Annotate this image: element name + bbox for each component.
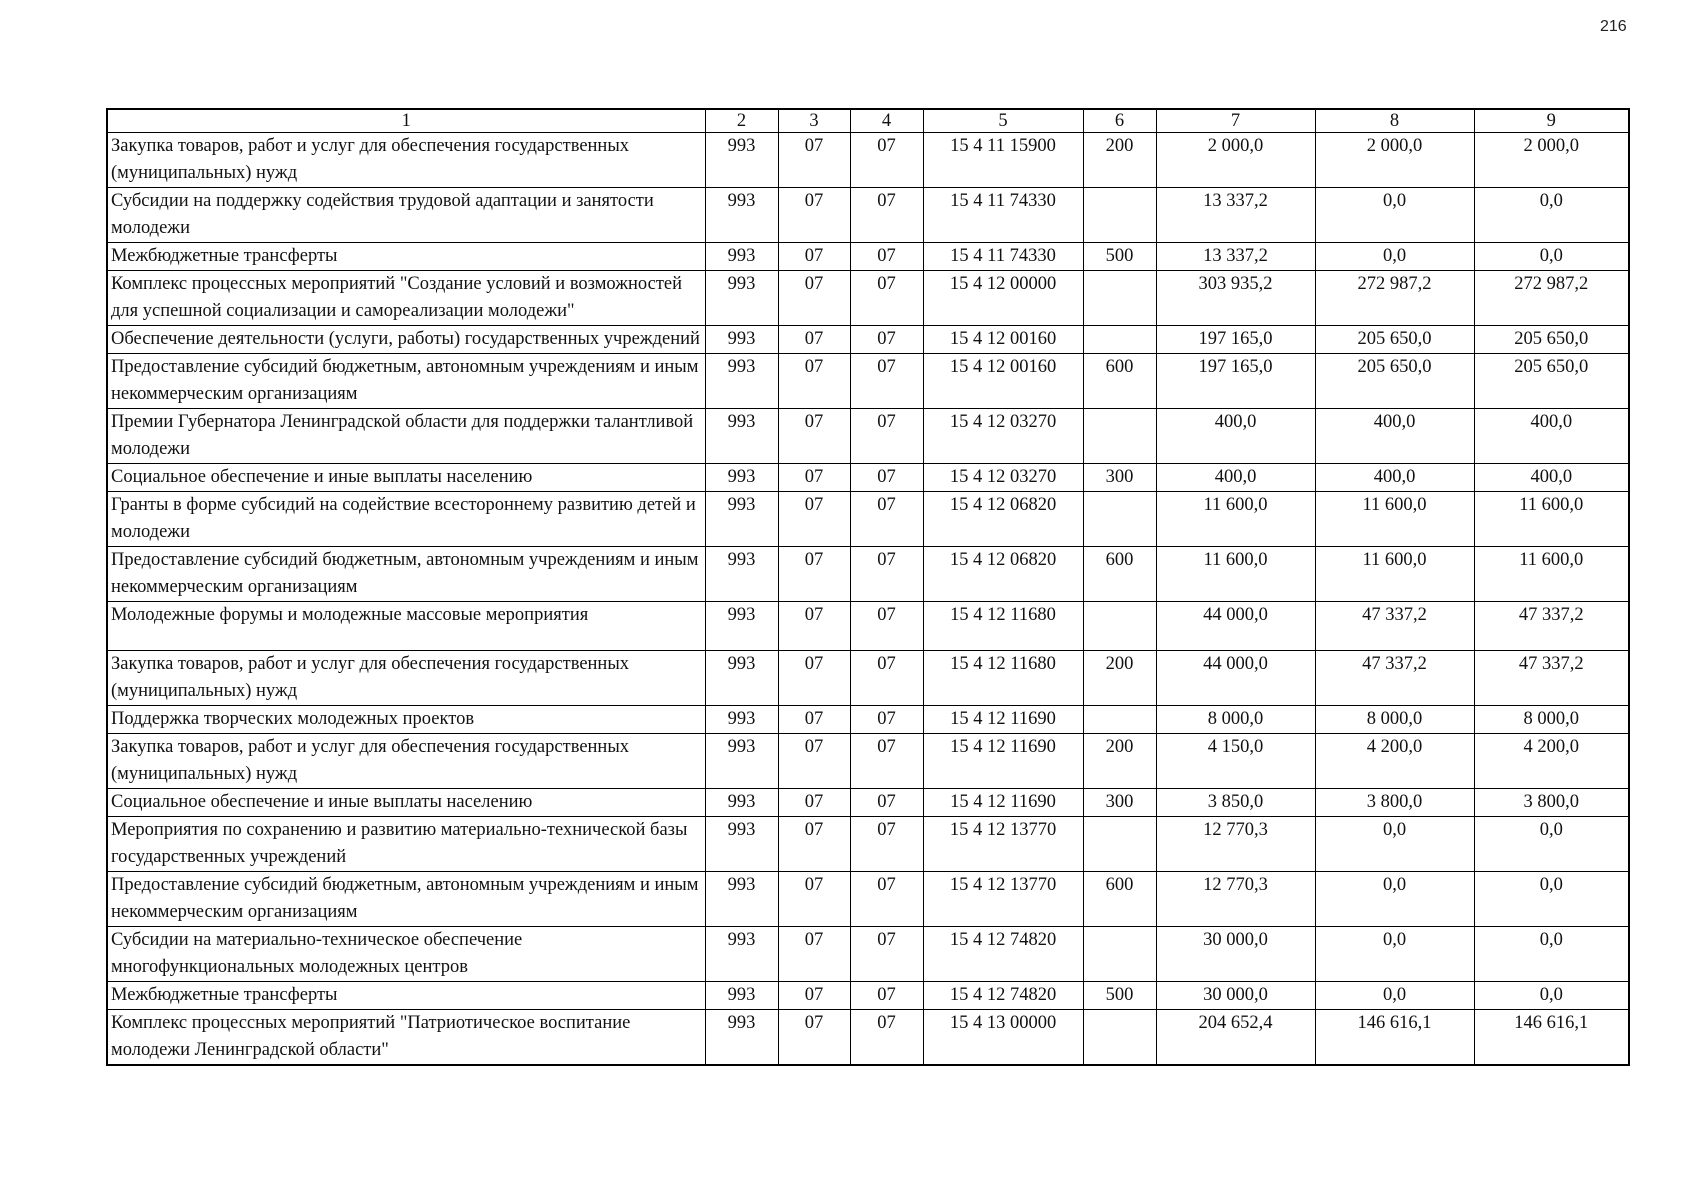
- row-amount-2-cell: 400,0: [1315, 409, 1474, 464]
- row-subsection-cell: 07: [850, 409, 923, 464]
- row-target-article-cell: 15 4 12 74820: [923, 927, 1083, 982]
- row-amount-2-cell: 0,0: [1315, 188, 1474, 243]
- row-grbs-cell: 993: [705, 547, 778, 602]
- row-grbs-cell: 993: [705, 734, 778, 789]
- row-amount-3-cell: 11 600,0: [1474, 492, 1629, 547]
- row-target-article-cell: 15 4 12 03270: [923, 464, 1083, 492]
- table-row: [107, 734, 1629, 789]
- table-row: [107, 354, 1629, 409]
- row-name-cell: Поддержка творческих молодежных проектов: [107, 706, 705, 734]
- row-amount-2-cell: 272 987,2: [1315, 271, 1474, 326]
- row-subsection-cell: 07: [850, 326, 923, 354]
- row-grbs-cell: 993: [705, 982, 778, 1010]
- row-amount-1-cell: 44 000,0: [1156, 651, 1315, 706]
- table-row: [107, 982, 1629, 1010]
- row-name-cell: Социальное обеспечение и иные выплаты населению: [107, 789, 705, 817]
- row-amount-2-cell: 47 337,2: [1315, 651, 1474, 706]
- row-subsection-cell: 07: [850, 706, 923, 734]
- row-grbs-cell: 993: [705, 243, 778, 271]
- row-target-article-cell: 15 4 12 11690: [923, 734, 1083, 789]
- row-amount-2-cell: 0,0: [1315, 872, 1474, 927]
- row-grbs-cell: 993: [705, 354, 778, 409]
- row-section-cell: 07: [778, 927, 850, 982]
- row-grbs-cell: 993: [705, 651, 778, 706]
- row-amount-3-cell: 4 200,0: [1474, 734, 1629, 789]
- row-amount-1-cell: 8 000,0: [1156, 706, 1315, 734]
- header-cell: 2: [705, 109, 778, 133]
- page-number: 216: [1600, 18, 1627, 35]
- table-row: [107, 464, 1629, 492]
- row-target-article-cell: 15 4 12 11680: [923, 602, 1083, 651]
- row-amount-3-cell: 272 987,2: [1474, 271, 1629, 326]
- table-row: [107, 271, 1629, 326]
- row-name-cell: Комплекс процессных мероприятий "Патриотическое воспитание молодежи Ленинградской области": [107, 1010, 705, 1066]
- row-expense-type-cell: [1083, 188, 1156, 243]
- row-expense-type-cell: 200: [1083, 734, 1156, 789]
- row-amount-3-cell: 0,0: [1474, 927, 1629, 982]
- row-section-cell: 07: [778, 492, 850, 547]
- table-row: [107, 872, 1629, 927]
- header-cell: 7: [1156, 109, 1315, 133]
- row-amount-3-cell: 11 600,0: [1474, 547, 1629, 602]
- row-amount-1-cell: 400,0: [1156, 464, 1315, 492]
- row-subsection-cell: 07: [850, 789, 923, 817]
- row-amount-2-cell: 2 000,0: [1315, 133, 1474, 188]
- row-name-cell: Межбюджетные трансферты: [107, 243, 705, 271]
- row-amount-2-cell: 0,0: [1315, 243, 1474, 271]
- row-name-cell: Субсидии на поддержку содействия трудовой адаптации и занятости молодежи: [107, 188, 705, 243]
- row-amount-3-cell: 146 616,1: [1474, 1010, 1629, 1066]
- row-amount-3-cell: 47 337,2: [1474, 602, 1629, 651]
- row-expense-type-cell: 600: [1083, 354, 1156, 409]
- row-subsection-cell: 07: [850, 188, 923, 243]
- row-amount-2-cell: 3 800,0: [1315, 789, 1474, 817]
- row-name-cell: Премии Губернатора Ленинградской области для поддержки талантливой молодежи: [107, 409, 705, 464]
- row-section-cell: 07: [778, 789, 850, 817]
- row-amount-1-cell: 11 600,0: [1156, 492, 1315, 547]
- row-expense-type-cell: 600: [1083, 547, 1156, 602]
- row-amount-1-cell: 3 850,0: [1156, 789, 1315, 817]
- row-expense-type-cell: [1083, 927, 1156, 982]
- row-amount-3-cell: 400,0: [1474, 409, 1629, 464]
- row-grbs-cell: 993: [705, 927, 778, 982]
- row-target-article-cell: 15 4 12 74820: [923, 982, 1083, 1010]
- row-amount-2-cell: 0,0: [1315, 982, 1474, 1010]
- row-amount-1-cell: 30 000,0: [1156, 927, 1315, 982]
- row-name-cell: Предоставление субсидий бюджетным, автономным учреждениям и иным некоммерческим организациям: [107, 872, 705, 927]
- row-expense-type-cell: [1083, 409, 1156, 464]
- row-subsection-cell: 07: [850, 982, 923, 1010]
- row-grbs-cell: 993: [705, 817, 778, 872]
- row-name-cell: Обеспечение деятельности (услуги, работы) государственных учреждений: [107, 326, 705, 354]
- row-section-cell: 07: [778, 602, 850, 651]
- row-amount-3-cell: 3 800,0: [1474, 789, 1629, 817]
- row-target-article-cell: 15 4 12 13770: [923, 817, 1083, 872]
- row-target-article-cell: 15 4 12 03270: [923, 409, 1083, 464]
- row-subsection-cell: 07: [850, 872, 923, 927]
- row-subsection-cell: 07: [850, 243, 923, 271]
- row-name-cell: Комплекс процессных мероприятий "Создание условий и возможностей для успешной социализации и самореализации молодежи": [107, 271, 705, 326]
- row-amount-1-cell: 400,0: [1156, 409, 1315, 464]
- header-cell: 8: [1315, 109, 1474, 133]
- row-grbs-cell: 993: [705, 872, 778, 927]
- row-expense-type-cell: 200: [1083, 133, 1156, 188]
- row-amount-3-cell: 47 337,2: [1474, 651, 1629, 706]
- row-section-cell: 07: [778, 243, 850, 271]
- row-amount-1-cell: 13 337,2: [1156, 243, 1315, 271]
- row-section-cell: 07: [778, 188, 850, 243]
- row-amount-2-cell: 4 200,0: [1315, 734, 1474, 789]
- table-row: [107, 409, 1629, 464]
- row-grbs-cell: 993: [705, 271, 778, 326]
- row-target-article-cell: 15 4 12 00160: [923, 326, 1083, 354]
- row-amount-2-cell: 400,0: [1315, 464, 1474, 492]
- budget-table: [106, 108, 1630, 1066]
- row-target-article-cell: 15 4 12 06820: [923, 547, 1083, 602]
- row-expense-type-cell: [1083, 271, 1156, 326]
- row-target-article-cell: 15 4 11 74330: [923, 188, 1083, 243]
- row-expense-type-cell: 200: [1083, 651, 1156, 706]
- row-section-cell: 07: [778, 982, 850, 1010]
- row-target-article-cell: 15 4 12 11680: [923, 651, 1083, 706]
- row-amount-2-cell: 8 000,0: [1315, 706, 1474, 734]
- table-row: [107, 188, 1629, 243]
- row-expense-type-cell: 300: [1083, 464, 1156, 492]
- row-name-cell: Закупка товаров, работ и услуг для обеспечения государственных (муниципальных) нужд: [107, 651, 705, 706]
- row-amount-1-cell: 12 770,3: [1156, 817, 1315, 872]
- row-name-cell: Закупка товаров, работ и услуг для обеспечения государственных (муниципальных) нужд: [107, 133, 705, 188]
- row-amount-3-cell: 205 650,0: [1474, 326, 1629, 354]
- row-target-article-cell: 15 4 13 00000: [923, 1010, 1083, 1066]
- row-grbs-cell: 993: [705, 1010, 778, 1066]
- row-amount-2-cell: 146 616,1: [1315, 1010, 1474, 1066]
- row-target-article-cell: 15 4 12 13770: [923, 872, 1083, 927]
- header-cell: 9: [1474, 109, 1629, 133]
- row-amount-3-cell: 8 000,0: [1474, 706, 1629, 734]
- row-amount-3-cell: 0,0: [1474, 982, 1629, 1010]
- row-name-cell: Межбюджетные трансферты: [107, 982, 705, 1010]
- row-name-cell: Предоставление субсидий бюджетным, автономным учреждениям и иным некоммерческим организациям: [107, 547, 705, 602]
- header-cell: 4: [850, 109, 923, 133]
- row-name-cell: Мероприятия по сохранению и развитию материально-технической базы государственных учреждений: [107, 817, 705, 872]
- row-amount-1-cell: 2 000,0: [1156, 133, 1315, 188]
- row-section-cell: 07: [778, 1010, 850, 1066]
- row-grbs-cell: 993: [705, 464, 778, 492]
- row-name-cell: Молодежные форумы и молодежные массовые мероприятия: [107, 602, 705, 651]
- row-subsection-cell: 07: [850, 133, 923, 188]
- row-amount-3-cell: 0,0: [1474, 243, 1629, 271]
- row-subsection-cell: 07: [850, 817, 923, 872]
- row-expense-type-cell: [1083, 326, 1156, 354]
- row-section-cell: 07: [778, 409, 850, 464]
- row-name-cell: Субсидии на материально-техническое обеспечение многофункциональных молодежных центров: [107, 927, 705, 982]
- row-expense-type-cell: [1083, 706, 1156, 734]
- row-grbs-cell: 993: [705, 409, 778, 464]
- table-row: [107, 547, 1629, 602]
- row-subsection-cell: 07: [850, 547, 923, 602]
- row-target-article-cell: 15 4 12 11690: [923, 789, 1083, 817]
- row-grbs-cell: 993: [705, 188, 778, 243]
- row-grbs-cell: 993: [705, 492, 778, 547]
- row-expense-type-cell: [1083, 492, 1156, 547]
- row-expense-type-cell: 600: [1083, 872, 1156, 927]
- row-amount-3-cell: 2 000,0: [1474, 133, 1629, 188]
- row-subsection-cell: 07: [850, 464, 923, 492]
- row-subsection-cell: 07: [850, 1010, 923, 1066]
- row-amount-1-cell: 11 600,0: [1156, 547, 1315, 602]
- row-name-cell: Предоставление субсидий бюджетным, автономным учреждениям и иным некоммерческим организациям: [107, 354, 705, 409]
- row-expense-type-cell: 500: [1083, 982, 1156, 1010]
- table-body: [107, 133, 1629, 1066]
- row-amount-2-cell: 11 600,0: [1315, 547, 1474, 602]
- row-section-cell: 07: [778, 817, 850, 872]
- table-row: [107, 492, 1629, 547]
- row-amount-2-cell: 0,0: [1315, 817, 1474, 872]
- row-subsection-cell: 07: [850, 271, 923, 326]
- row-subsection-cell: 07: [850, 927, 923, 982]
- header-row: [107, 109, 1629, 133]
- row-amount-2-cell: 47 337,2: [1315, 602, 1474, 651]
- row-target-article-cell: 15 4 12 00000: [923, 271, 1083, 326]
- row-expense-type-cell: 500: [1083, 243, 1156, 271]
- row-amount-3-cell: 205 650,0: [1474, 354, 1629, 409]
- row-target-article-cell: 15 4 11 74330: [923, 243, 1083, 271]
- row-amount-1-cell: 197 165,0: [1156, 354, 1315, 409]
- row-subsection-cell: 07: [850, 734, 923, 789]
- row-name-cell: Социальное обеспечение и иные выплаты населению: [107, 464, 705, 492]
- row-amount-1-cell: 30 000,0: [1156, 982, 1315, 1010]
- table-row: [107, 706, 1629, 734]
- table-row: [107, 133, 1629, 188]
- table-row: [107, 243, 1629, 271]
- row-amount-1-cell: 12 770,3: [1156, 872, 1315, 927]
- row-target-article-cell: 15 4 12 11690: [923, 706, 1083, 734]
- row-section-cell: 07: [778, 547, 850, 602]
- header-cell: 1: [107, 109, 705, 133]
- table-row: [107, 927, 1629, 982]
- row-amount-2-cell: 205 650,0: [1315, 354, 1474, 409]
- row-subsection-cell: 07: [850, 651, 923, 706]
- row-amount-1-cell: 13 337,2: [1156, 188, 1315, 243]
- row-section-cell: 07: [778, 133, 850, 188]
- row-amount-3-cell: 0,0: [1474, 872, 1629, 927]
- row-target-article-cell: 15 4 12 06820: [923, 492, 1083, 547]
- row-amount-2-cell: 11 600,0: [1315, 492, 1474, 547]
- row-section-cell: 07: [778, 651, 850, 706]
- table-row: [107, 326, 1629, 354]
- row-section-cell: 07: [778, 872, 850, 927]
- row-amount-1-cell: 197 165,0: [1156, 326, 1315, 354]
- row-section-cell: 07: [778, 706, 850, 734]
- row-section-cell: 07: [778, 271, 850, 326]
- row-section-cell: 07: [778, 354, 850, 409]
- row-grbs-cell: 993: [705, 706, 778, 734]
- row-expense-type-cell: [1083, 817, 1156, 872]
- row-subsection-cell: 07: [850, 492, 923, 547]
- table-row: [107, 651, 1629, 706]
- row-amount-2-cell: 0,0: [1315, 927, 1474, 982]
- row-subsection-cell: 07: [850, 354, 923, 409]
- row-amount-1-cell: 44 000,0: [1156, 602, 1315, 651]
- row-grbs-cell: 993: [705, 326, 778, 354]
- table-row: [107, 602, 1629, 651]
- row-amount-3-cell: 400,0: [1474, 464, 1629, 492]
- row-subsection-cell: 07: [850, 602, 923, 651]
- row-amount-3-cell: 0,0: [1474, 817, 1629, 872]
- row-expense-type-cell: 300: [1083, 789, 1156, 817]
- row-expense-type-cell: [1083, 1010, 1156, 1066]
- row-target-article-cell: 15 4 12 00160: [923, 354, 1083, 409]
- row-amount-3-cell: 0,0: [1474, 188, 1629, 243]
- header-cell: 5: [923, 109, 1083, 133]
- row-section-cell: 07: [778, 734, 850, 789]
- row-name-cell: Гранты в форме субсидий на содействие всестороннему развитию детей и молодежи: [107, 492, 705, 547]
- row-amount-1-cell: 4 150,0: [1156, 734, 1315, 789]
- row-grbs-cell: 993: [705, 133, 778, 188]
- row-expense-type-cell: [1083, 602, 1156, 651]
- row-target-article-cell: 15 4 11 15900: [923, 133, 1083, 188]
- header-cell: 6: [1083, 109, 1156, 133]
- row-name-cell: Закупка товаров, работ и услуг для обеспечения государственных (муниципальных) нужд: [107, 734, 705, 789]
- row-section-cell: 07: [778, 464, 850, 492]
- row-amount-1-cell: 204 652,4: [1156, 1010, 1315, 1066]
- row-grbs-cell: 993: [705, 602, 778, 651]
- table-row: [107, 789, 1629, 817]
- row-amount-2-cell: 205 650,0: [1315, 326, 1474, 354]
- row-section-cell: 07: [778, 326, 850, 354]
- row-grbs-cell: 993: [705, 789, 778, 817]
- row-amount-1-cell: 303 935,2: [1156, 271, 1315, 326]
- table-row: [107, 1010, 1629, 1066]
- header-cell: 3: [778, 109, 850, 133]
- table-row: [107, 817, 1629, 872]
